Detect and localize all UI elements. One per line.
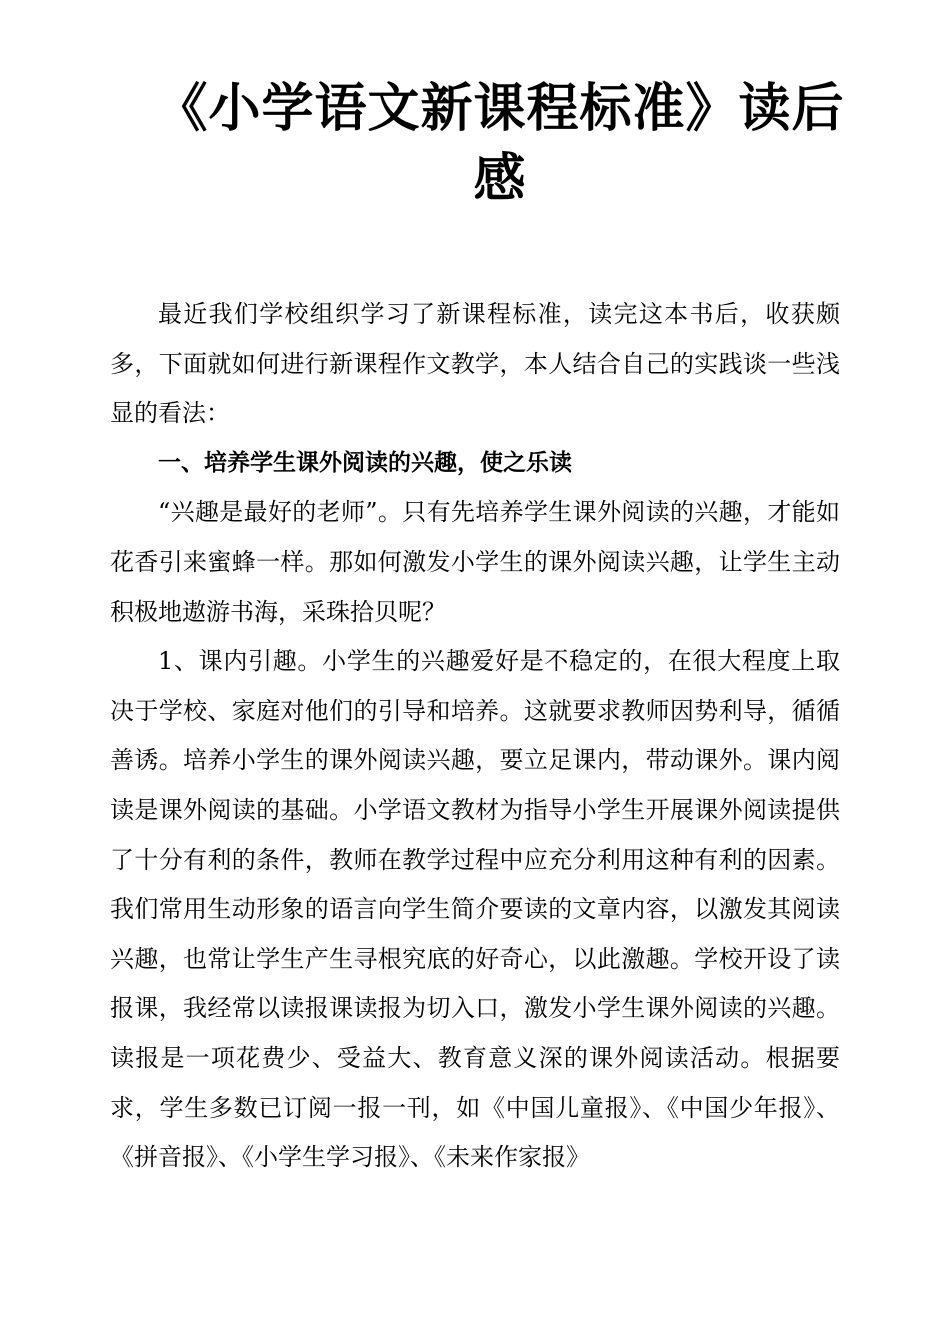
- title-line-2: 感: [473, 149, 527, 209]
- document-title: [100, 74, 900, 214]
- body-paragraph: 1、课内引趣。小学生的兴趣爱好是不稳定的，在很大程度上取决于学校、家庭对他们的引导和培养。这就要求教师因势利导，循循善诱。培养小学生的课外阅读兴趣，要立足课内，带动课外。课内阅读是课外阅读的基础。小学语文教材为指导小学生开展课外阅读提供了十分有利的条件，教师在教学过程中应充分利用这种有利的因素。我们常用生动形象的语言向学生简介要读的文章内容，以激发其阅读兴趣，也常让学生产生寻根究底的好奇心，以此激趣。学校开设了读报课，我经常以读报课读报为切入口，激发小学生课外阅读的兴趣。读报是一项花费少、受益大、教育意义深的课外阅读活动。根据要求，学生多数已订阅一报一刊，如《中国儿童报》、《中国少年报》、《拼音报》、《小学生学习报》、《未来作家报》: [110, 647, 840, 1172]
- title-line-1: 《小学语文新课程标准》读后: [155, 79, 845, 139]
- intro-paragraph: 最近我们学校组织学习了新课程标准，读完这本书后，收获颇多，下面就如何进行新课程作文教学，本人结合自己的实践谈一些浅显的看法：: [110, 300, 840, 428]
- body-paragraph: “兴趣是最好的老师”。只有先培养学生课外阅读的兴趣，才能如花香引来蜜蜂一样。那如何激发小学生的课外阅读兴趣，让学生主动积极地遨游书海，采珠拾贝呢？: [110, 498, 840, 626]
- section-heading: 一、培养学生课外阅读的兴趣，使之乐读: [158, 449, 572, 476]
- document-body: [110, 290, 840, 1183]
